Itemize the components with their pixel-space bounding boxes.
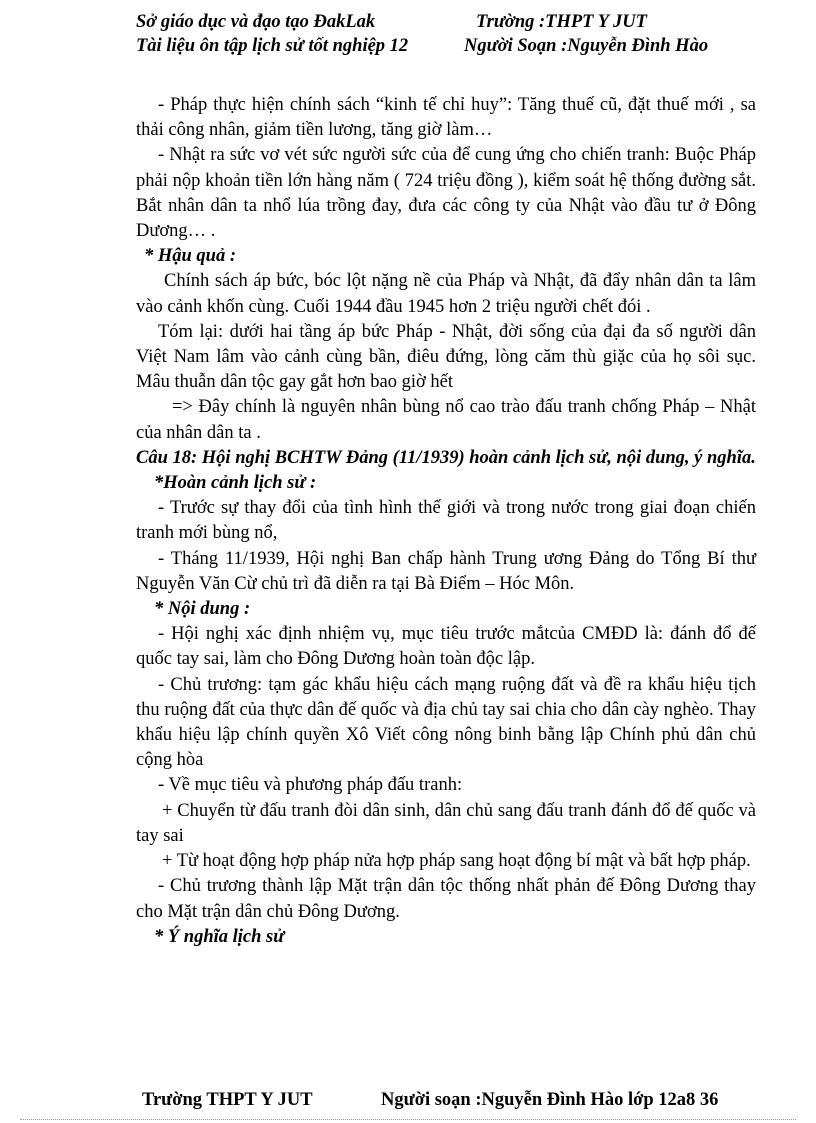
- header-line-1: [136, 12, 647, 33]
- paragraph: - Trước sự thay đổi của tình hình thế giới và trong nước trong giai đoạn chiến tranh mới bùng nổ,: [136, 498, 756, 544]
- header-author: Người Soạn :Nguyễn Đình Hào: [464, 36, 709, 56]
- footer-divider: [20, 1119, 796, 1120]
- footer-author-page: Người soạn :Nguyễn Đình Hào lớp 12a8 36: [381, 1090, 719, 1110]
- paragraph: - Nhật ra sức vơ vét sức người sức của để cung ứng cho chiến tranh: Buộc Pháp phải nộp khoản tiền lớn hàng năm ( 724 triệu đồng ), kiểm soát hệ thống đường sắt. Bắt nhân dân ta nhổ lúa trồng đay, đưa các công ty của Nhật vào đầu tư ở Đông Dương… .: [136, 145, 756, 242]
- header-line-2: [136, 36, 709, 57]
- footer-school: Trường THPT Y JUT: [142, 1090, 313, 1110]
- paragraph: - Chủ trương thành lập Mặt trận dân tộc thống nhất phản đế Đông Dương thay cho Mặt trận dân chủ Đông Dương.: [136, 876, 756, 922]
- document-body: [136, 93, 756, 950]
- paragraph: - Chủ trương: tạm gác khẩu hiệu cách mạng ruộng đất và đề ra khẩu hiệu tịch thu ruộng đất của thực dân đế quốc và địa chủ tay sai chia cho dân cày nghèo. Thay khẩu hiệu lập chính quyền Xô Viết công nông binh bằng lập Chính phủ dân chủ cộng hòa: [136, 674, 756, 771]
- paragraph: - Hội nghị xác định nhiệm vụ, mục tiêu trước mắtcủa CMĐD là: đánh đổ đế quốc tay sai, làm cho Đông Dương hoàn toàn độc lập.: [136, 624, 756, 670]
- paragraph: + Chuyển từ đấu tranh đòi dân sinh, dân chủ sang đấu tranh đánh đổ đế quốc và tay sai: [136, 800, 756, 846]
- header-doc-title: Tài liệu ôn tập lịch sử tốt nghiệp 12: [136, 36, 409, 56]
- paragraph: Tóm lại: dưới hai tầng áp bức Pháp - Nhật, đời sống của đại đa số người dân Việt Nam lâm vào cảnh cùng bần, điêu đứng, lòng căm thù giặc của họ sôi sục. Mâu thuẫn dân tộc gay gắt hơn bao giờ hết: [136, 321, 756, 393]
- subheading-content: * Nội dung :: [154, 599, 251, 620]
- subheading-context: *Hoàn cảnh lịch sử :: [154, 473, 317, 494]
- subheading-consequences: * Hậu quả :: [144, 246, 237, 267]
- paragraph: - Về mục tiêu và phương pháp đấu tranh:: [158, 775, 463, 796]
- paragraph: Chính sách áp bức, bóc lột nặng nề của Pháp và Nhật, đã đẩy nhân dân ta lâm vào cảnh khốn cùng. Cuối 1944 đầu 1945 hơn 2 triệu người chết đói .: [136, 271, 756, 317]
- paragraph: - Tháng 11/1939, Hội nghị Ban chấp hành Trung ương Đảng do Tổng Bí thư Nguyễn Văn Cừ chủ trì đã diễn ra tại Bà Điểm – Hóc Môn.: [136, 548, 756, 594]
- paragraph: + Từ hoạt động hợp pháp nửa hợp pháp sang hoạt động bí mật và bất hợp pháp.: [162, 851, 751, 872]
- paragraph: - Pháp thực hiện chính sách “kinh tế chỉ huy”: Tăng thuế cũ, đặt thuế mới , sa thải công nhân, giảm tiền lương, tăng giờ làm…: [136, 95, 756, 141]
- paragraph: => Đây chính là nguyên nhân bùng nổ cao trào đấu tranh chống Pháp – Nhật của nhân dân ta .: [136, 397, 756, 443]
- header-department: Sở giáo dục và đạo tạo ĐakLak: [136, 12, 376, 32]
- header-school: Trường :THPT Y JUT: [476, 12, 647, 32]
- subheading-significance: * Ý nghĩa lịch sử: [154, 926, 285, 947]
- question-heading: Câu 18: Hội nghị BCHTW Đảng (11/1939) hoàn cảnh lịch sử, nội dung, ý nghĩa.: [136, 447, 756, 468]
